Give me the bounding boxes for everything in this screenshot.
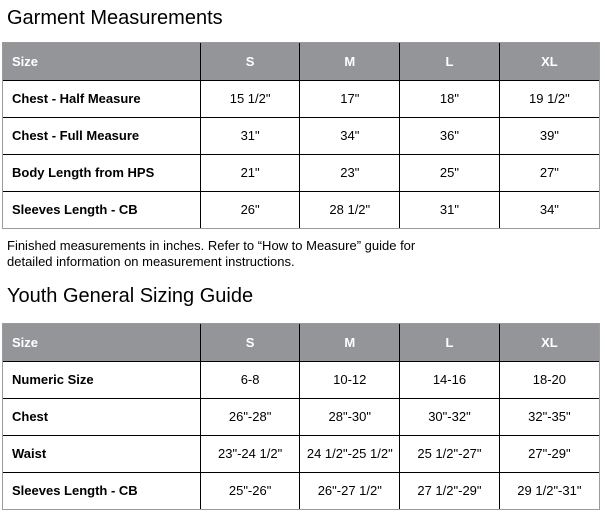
- value-cell: 34": [499, 191, 599, 228]
- measurement-note: Finished measurements in inches. Refer to “How to Measure” guide for detailed information on measurement instructions.: [7, 238, 416, 269]
- table-row: [3, 472, 599, 509]
- value-cell: 30"-32": [400, 398, 500, 435]
- value-cell: 36": [400, 117, 500, 154]
- value-cell: 27 1/2"-29": [400, 472, 500, 509]
- value-cell: 14-16: [400, 361, 500, 398]
- row-label: Chest - Half Measure: [3, 80, 200, 117]
- value-cell: 32"-35": [499, 398, 599, 435]
- table-row: [3, 398, 599, 435]
- value-cell: 27"-29": [499, 435, 599, 472]
- header-cell-s: S: [200, 43, 300, 80]
- value-cell: 25"-26": [200, 472, 300, 509]
- header-cell-xl: XL: [499, 324, 599, 361]
- value-cell: 17": [300, 80, 400, 117]
- value-cell: 25": [400, 154, 500, 191]
- youth-sizing-guide-title: Youth General Sizing Guide: [7, 285, 254, 307]
- value-cell: 26"-28": [200, 398, 300, 435]
- garment-measurements-table: [3, 43, 599, 228]
- value-cell: 39": [499, 117, 599, 154]
- header-cell-l: L: [400, 324, 500, 361]
- table-row: [3, 80, 599, 117]
- header-cell-m: M: [300, 324, 400, 361]
- table-header-row: [3, 43, 599, 80]
- header-cell-size: Size: [3, 43, 200, 80]
- value-cell: 31": [200, 117, 300, 154]
- table-row: [3, 435, 599, 472]
- value-cell: 18": [400, 80, 500, 117]
- value-cell: 10-12: [300, 361, 400, 398]
- row-label: Chest: [3, 398, 200, 435]
- value-cell: 6-8: [200, 361, 300, 398]
- row-label: Chest - Full Measure: [3, 117, 200, 154]
- value-cell: 34": [300, 117, 400, 154]
- youth-sizing-table: [3, 324, 599, 509]
- table-row: [3, 361, 599, 398]
- header-cell-size: Size: [3, 324, 200, 361]
- row-label: Sleeves Length - CB: [3, 191, 200, 228]
- value-cell: 26"-27 1/2": [300, 472, 400, 509]
- value-cell: 31": [400, 191, 500, 228]
- value-cell: 21": [200, 154, 300, 191]
- value-cell: 27": [499, 154, 599, 191]
- value-cell: 28 1/2": [300, 191, 400, 228]
- value-cell: 15 1/2": [200, 80, 300, 117]
- value-cell: 24 1/2"-25 1/2": [300, 435, 400, 472]
- value-cell: 18-20: [499, 361, 599, 398]
- value-cell: 26": [200, 191, 300, 228]
- value-cell: 23"-24 1/2": [200, 435, 300, 472]
- garment-measurements-table-wrap: [2, 42, 600, 229]
- row-label: Numeric Size: [3, 361, 200, 398]
- table-row: [3, 154, 599, 191]
- row-label: Sleeves Length - CB: [3, 472, 200, 509]
- header-cell-s: S: [200, 324, 300, 361]
- header-cell-m: M: [300, 43, 400, 80]
- garment-measurements-title: Garment Measurements: [7, 7, 223, 29]
- table-row: [3, 117, 599, 154]
- value-cell: 19 1/2": [499, 80, 599, 117]
- value-cell: 28"-30": [300, 398, 400, 435]
- row-label: Waist: [3, 435, 200, 472]
- value-cell: 23": [300, 154, 400, 191]
- header-cell-l: L: [400, 43, 500, 80]
- header-cell-xl: XL: [499, 43, 599, 80]
- row-label: Body Length from HPS: [3, 154, 200, 191]
- value-cell: 29 1/2"-31": [499, 472, 599, 509]
- table-row: [3, 191, 599, 228]
- table-header-row: [3, 324, 599, 361]
- youth-sizing-table-wrap: [2, 323, 600, 510]
- value-cell: 25 1/2"-27": [400, 435, 500, 472]
